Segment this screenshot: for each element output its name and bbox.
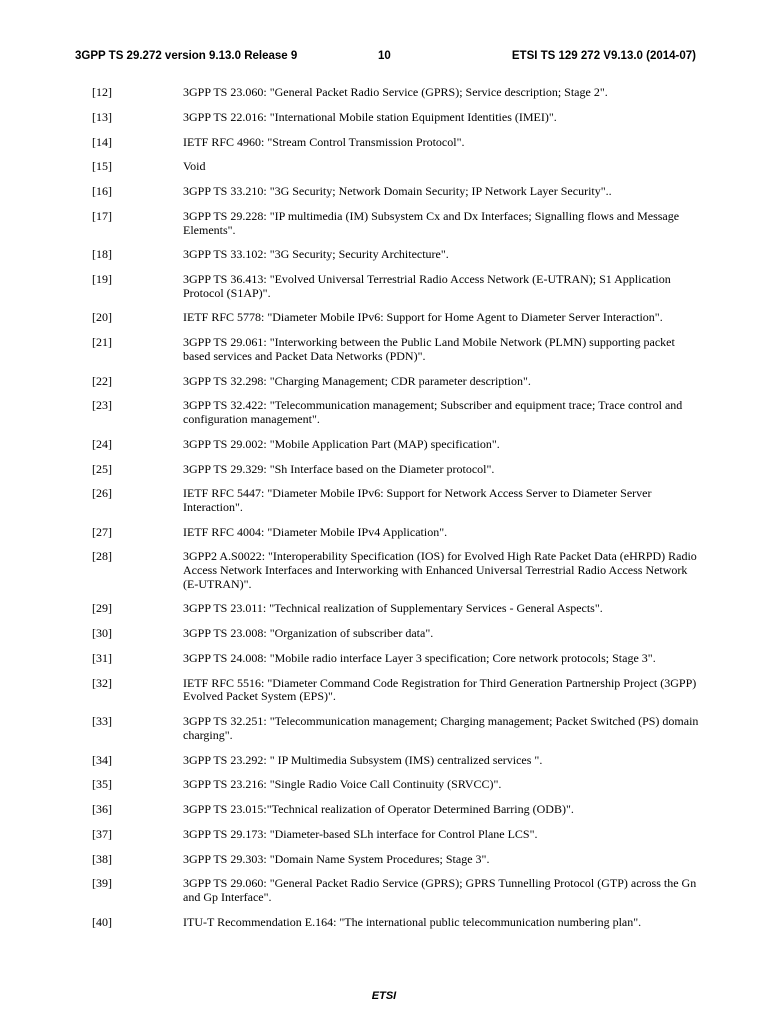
reference-number: [16] [92,184,112,199]
reference-text: IETF RFC 4004: "Diameter Mobile IPv4 Application". [183,524,448,539]
reference-text: Void [183,159,206,174]
reference-item [0,602,768,616]
reference-number: [24] [92,436,112,451]
reference-text: 3GPP TS 22.016: "International Mobile station Equipment Identities (IMEI)". [183,109,557,124]
reference-item [0,803,768,817]
reference-item [0,652,768,666]
reference-item [0,136,768,150]
reference-item [0,86,768,100]
reference-text: 3GPP TS 29.002: "Mobile Application Part (MAP) specification". [183,436,500,451]
reference-number: [27] [92,524,112,539]
reference-number: [30] [92,626,112,641]
reference-number: [14] [92,134,112,149]
etsi-footer-label: ETSI [371,990,397,1002]
reference-text: 3GPP TS 36.413: "Evolved Universal Terrestrial Radio Access Network (E-UTRAN); S1 Application Protocol (S1AP)". [183,272,671,300]
reference-text: 3GPP TS 23.292: " IP Multimedia Subsystem (IMS) centralized services ". [183,752,543,767]
reference-text: 3GPP2 A.S0022: "Interoperability Specification (IOS) for Evolved High Rate Packet Data (eHRPD) Radio Access Network Interfaces and Interworking with Enhanced Universal Terrestrial Radio Access Network (E-UTRAN)". [183,549,697,591]
reference-item [0,916,768,930]
reference-item [0,487,768,514]
reference-item [0,754,768,768]
reference-item [0,111,768,125]
reference-number: [37] [92,826,112,841]
reference-text: 3GPP TS 32.422: "Telecommunication management; Subscriber and equipment trace; Trace control and configuration management". [183,398,683,426]
reference-number: [23] [92,398,112,413]
reference-text: 3GPP TS 29.060: "General Packet Radio Service (GPRS); GPRS Tunnelling Protocol (GTP) across the Gn and Gp Interface". [183,876,697,905]
reference-text: IETF RFC 5447: "Diameter Mobile IPv6: Support for Network Access Server to Diameter Server Interaction". [183,486,652,514]
reference-text: 3GPP TS 29.303: "Domain Name System Procedures; Stage 3". [183,851,490,866]
reference-item [0,438,768,452]
reference-number: [26] [92,486,112,501]
reference-text: ITU-T Recommendation E.164: "The international public telecommunication numbering plan". [183,914,642,929]
reference-number: [13] [92,109,112,124]
reference-number: [39] [92,876,112,891]
reference-item [0,273,768,300]
reference-text: 3GPP TS 23.008: "Organization of subscriber data". [183,626,434,641]
reference-item [0,778,768,792]
reference-item [0,877,768,904]
spec-version-label: 3GPP TS 29.272 version 9.13.0 Release 9 [75,50,298,62]
reference-text: 3GPP TS 33.210: "3G Security; Network Domain Security; IP Network Layer Security".. [183,184,612,199]
reference-item [0,526,768,540]
etsi-spec-label: ETSI TS 129 272 V9.13.0 (2014-07) [511,50,696,62]
reference-number: [38] [92,851,112,866]
reference-number: [33] [92,714,112,729]
reference-number: [35] [92,777,112,792]
reference-item [0,550,768,591]
reference-number: [21] [92,335,112,350]
reference-item [0,463,768,477]
reference-text: 3GPP TS 29.173: "Diameter-based SLh interface for Control Plane LCS". [183,826,538,841]
reference-item [0,677,768,704]
reference-text: 3GPP TS 32.251: "Telecommunication management; Charging management; Packet Switched (PS) domain charging". [183,714,699,742]
reference-item [0,715,768,742]
reference-number: [17] [92,208,112,223]
reference-text: 3GPP TS 23.011: "Technical realization of Supplementary Services - General Aspects". [183,601,603,616]
reference-text: 3GPP TS 23.060: "General Packet Radio Service (GPRS); Service description; Stage 2". [183,85,608,99]
reference-text: 3GPP TS 24.008: "Mobile radio interface Layer 3 specification; Core network protocols; Stage 3". [183,651,656,665]
reference-item [0,399,768,426]
reference-number: [32] [92,675,112,690]
reference-item [0,853,768,867]
reference-number: [28] [92,549,112,564]
reference-number: [34] [92,752,112,767]
reference-text: IETF RFC 5778: "Diameter Mobile IPv6: Support for Home Agent to Diameter Server Interaction". [183,310,663,325]
reference-number: [12] [92,85,112,99]
reference-text: 3GPP TS 33.102: "3G Security; Security Architecture". [183,247,449,262]
reference-text: IETF RFC 5516: "Diameter Command Code Registration for Third Generation Partnership Project (3GPP) Evolved Packet System (EPS)". [183,675,697,704]
reference-item [0,311,768,325]
reference-number: [36] [92,802,112,817]
reference-text: 3GPP TS 23.015:"Technical realization of Operator Determined Barring (ODB)". [183,802,574,817]
reference-number: [15] [92,159,112,174]
page-footer [0,990,768,1002]
reference-item [0,627,768,641]
page-header [0,50,768,66]
reference-text: 3GPP TS 29.061: "Interworking between the Public Land Mobile Network (PLMN) supporting packet based services and Packet Data Networks (PDN)". [183,335,675,363]
reference-number: [18] [92,247,112,262]
reference-text: 3GPP TS 29.329: "Sh Interface based on the Diameter protocol". [183,461,495,476]
reference-item [0,248,768,262]
reference-number: [20] [92,310,112,325]
reference-item [0,185,768,199]
reference-text: 3GPP TS 29.228: "IP multimedia (IM) Subsystem Cx and Dx Interfaces; Signalling flows and Message Elements". [183,208,680,237]
reference-text: 3GPP TS 23.216: "Single Radio Voice Call Continuity (SRVCC)". [183,777,502,792]
reference-text: 3GPP TS 32.298: "Charging Management; CDR parameter description". [183,373,531,388]
reference-item [0,828,768,842]
reference-number: [40] [92,914,112,929]
reference-item [0,336,768,363]
reference-number: [29] [92,601,112,616]
reference-text: IETF RFC 4960: "Stream Control Transmission Protocol". [183,134,465,149]
reference-item [0,160,768,174]
reference-number: [25] [92,461,112,476]
page-number: 10 [378,50,391,62]
reference-number: [19] [92,272,112,287]
reference-list [0,86,768,941]
reference-number: [31] [92,651,112,665]
reference-item [0,375,768,389]
reference-number: [22] [92,373,112,388]
reference-item [0,210,768,237]
